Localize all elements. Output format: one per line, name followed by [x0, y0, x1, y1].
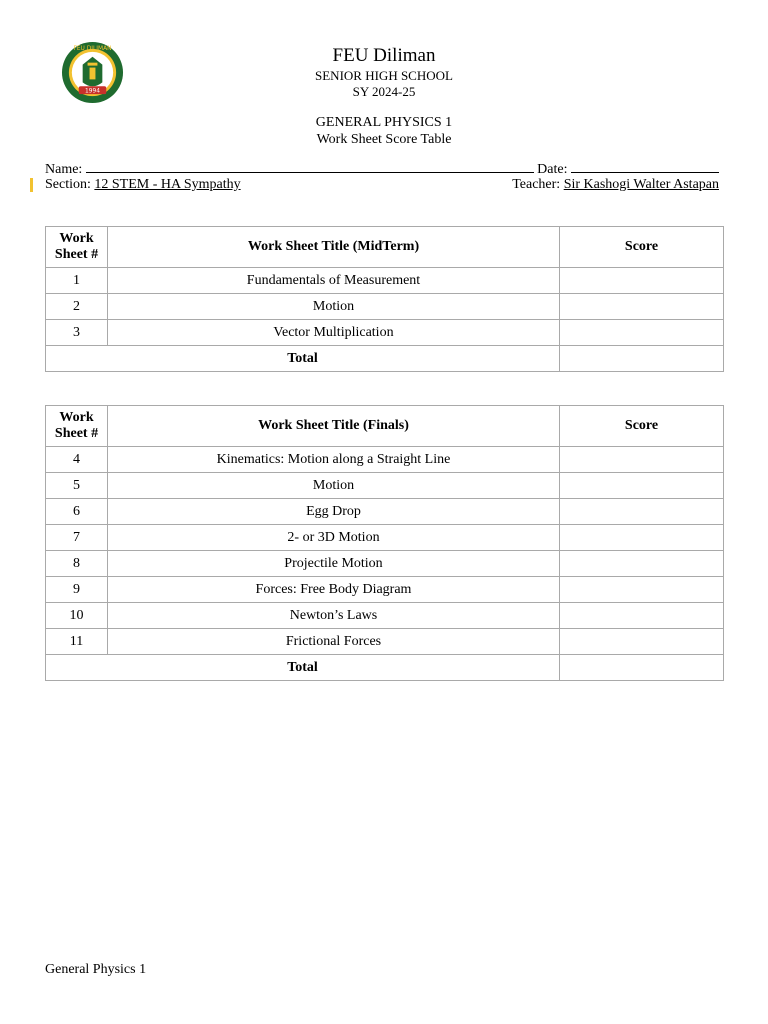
worksheet-number-cell: 1: [46, 268, 108, 294]
worksheet-title-cell: Egg Drop: [108, 499, 560, 525]
table-row: [46, 577, 724, 603]
logo-text: FEU DILIMAN: [73, 45, 112, 52]
score-cell[interactable]: [560, 320, 724, 346]
table-row: [46, 447, 724, 473]
table-row: [46, 499, 724, 525]
date-blank[interactable]: [571, 161, 719, 173]
section-value: 12 STEM - HA Sympathy: [94, 177, 241, 192]
change-marker: [30, 178, 33, 192]
worksheet-number-cell: 4: [46, 447, 108, 473]
total-score-cell[interactable]: [560, 655, 724, 681]
school-year: SY 2024-25: [352, 84, 416, 99]
score-cell[interactable]: [560, 473, 724, 499]
section-label: Section:: [45, 177, 91, 192]
worksheet-title-cell: Projectile Motion: [108, 551, 560, 577]
table-row: [46, 320, 724, 346]
table-row: [46, 268, 724, 294]
logo-year: 1994: [85, 88, 100, 95]
worksheet-number-cell: 3: [46, 320, 108, 346]
division-name: SENIOR HIGH SCHOOL: [315, 68, 453, 83]
name-label: Name:: [45, 162, 83, 177]
score-cell[interactable]: [560, 577, 724, 603]
name-date-row: [45, 161, 719, 178]
table-row: [46, 473, 724, 499]
score-cell[interactable]: [560, 499, 724, 525]
worksheet-number-cell: 7: [46, 525, 108, 551]
teacher-label: Teacher:: [512, 177, 561, 192]
date-label: Date:: [537, 162, 568, 177]
worksheet-number-cell: 2: [46, 294, 108, 320]
midterm-table: [45, 226, 724, 372]
table-header-row: [46, 227, 724, 268]
score-cell[interactable]: [560, 629, 724, 655]
name-blank[interactable]: [86, 161, 534, 173]
table-row: [46, 294, 724, 320]
worksheet-title-cell: Frictional Forces: [108, 629, 560, 655]
worksheet-title-cell: 2- or 3D Motion: [108, 525, 560, 551]
worksheet-title-cell: Motion: [108, 473, 560, 499]
worksheet-title-cell: Motion: [108, 294, 560, 320]
worksheet-number-cell: 11: [46, 629, 108, 655]
page-footer: General Physics 1: [45, 962, 147, 977]
score-cell[interactable]: [560, 447, 724, 473]
worksheet-title-cell: Newton’s Laws: [108, 603, 560, 629]
document-header: [0, 44, 768, 148]
table-row: [46, 629, 724, 655]
section-teacher-row: [45, 177, 719, 193]
total-label: Total: [46, 655, 560, 681]
total-score-cell[interactable]: [560, 346, 724, 372]
worksheet-number-cell: 9: [46, 577, 108, 603]
table-row: [46, 603, 724, 629]
score-cell[interactable]: [560, 603, 724, 629]
score-cell[interactable]: [560, 525, 724, 551]
worksheet-title-header: Work Sheet Title (MidTerm): [108, 227, 560, 268]
worksheet-title-header: Work Sheet Title (Finals): [108, 406, 560, 447]
worksheet-number-header: Work Sheet #: [46, 227, 108, 268]
school-name: FEU Diliman: [332, 45, 436, 66]
document-title: Work Sheet Score Table: [316, 132, 452, 147]
worksheet-title-cell: Forces: Free Body Diagram: [108, 577, 560, 603]
total-label: Total: [46, 346, 560, 372]
worksheet-title-cell: Vector Multiplication: [108, 320, 560, 346]
subject-title: GENERAL PHYSICS 1: [315, 115, 453, 130]
score-header: Score: [560, 406, 724, 447]
worksheet-number-cell: 8: [46, 551, 108, 577]
total-row: [46, 346, 724, 372]
worksheet-number-cell: 6: [46, 499, 108, 525]
total-row: [46, 655, 724, 681]
teacher-value: Sir Kashogi Walter Astapan: [563, 177, 719, 192]
worksheet-number-header: Work Sheet #: [46, 406, 108, 447]
worksheet-title-cell: Kinematics: Motion along a Straight Line: [108, 447, 560, 473]
table-row: [46, 525, 724, 551]
worksheet-title-cell: Fundamentals of Measurement: [108, 268, 560, 294]
score-header: Score: [560, 227, 724, 268]
worksheet-number-cell: 10: [46, 603, 108, 629]
table-row: [46, 551, 724, 577]
score-cell[interactable]: [560, 294, 724, 320]
score-cell[interactable]: [560, 551, 724, 577]
finals-table: [45, 405, 724, 681]
worksheet-number-cell: 5: [46, 473, 108, 499]
score-cell[interactable]: [560, 268, 724, 294]
table-header-row: [46, 406, 724, 447]
